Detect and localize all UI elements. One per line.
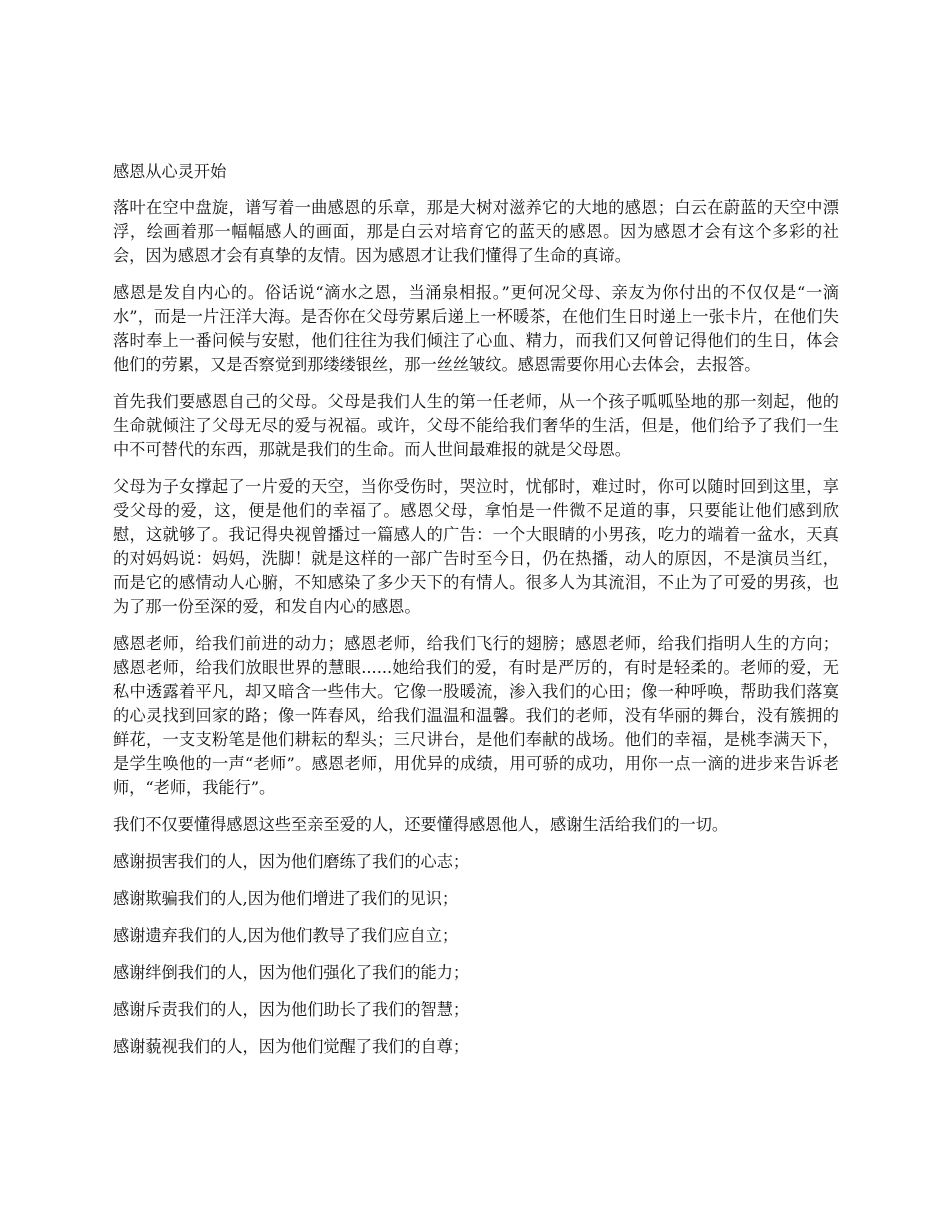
- paragraph-3: 首先我们要感恩自己的父母。父母是我们人生的第一任老师，从一个孩子呱呱坠地的那一刻起，他的生命就倾注了父母无尽的爱与祝福。或许，父母不能给我们奢华的生活，但是，他们给予了我们一生中不可替代的东西，那就是我们的生命。而人世间最难报的就是父母恩。: [113, 392, 839, 459]
- gratitude-line-3: 感谢遗弃我们的人,因为他们教导了我们应自立；: [113, 926, 459, 945]
- paragraph-4: 父母为子女撑起了一片爱的天空，当你受伤时，哭泣时，忧郁时，难过时，你可以随时回到这里，享受父母的爱，这，便是他们的幸福了。感恩父母，拿怕是一件微不足道的事，只要能让他们感到欣慰，这就够了。我记得央视曾播过一篇感人的广告：一个大眼睛的小男孩，吃力的端着一盆水，天真的对妈妈说：妈妈，洗脚！就是这样的一部广告时至今日，仍在热播，动人的原因，不是演员当红，而是它的感情动人心腑，不知感染了多少天下的有情人。很多人为其流泪，不止为了可爱的男孩，也为了那一份至深的爱，和发自内心的感恩。: [113, 477, 839, 616]
- gratitude-line-6: 感谢藐视我们的人，因为他们觉醒了我们的自尊；: [113, 1037, 470, 1056]
- paragraph-6: 我们不仅要懂得感恩这些至亲至爱的人，还要懂得感恩他人，感谢生活给我们的一切。: [113, 815, 729, 834]
- paragraph-1: 落叶在空中盘旋，谱写着一曲感恩的乐章，那是大树对滋养它的大地的感恩；白云在蔚蓝的天空中漂浮，绘画着那一幅幅感人的画面，那是白云对培育它的蓝天的感恩。因为感恩才会有这个多彩的社会，因为感恩才会有真挚的友情。因为感恩才让我们懂得了生命的真谛。: [113, 198, 839, 265]
- paragraph-5: 感恩老师，给我们前进的动力；感恩老师，给我们飞行的翅膀；感恩老师，给我们指明人生的方向；感恩老师，给我们放眼世界的慧眼......她给我们的爱，有时是严厉的，有时是轻柔的。老师的爱，无私中透露着平凡，却又暗含一些伟大。它像一股暖流，渗入我们的心田；像一种呼唤，帮助我们落寞的心灵找到回家的路；像一阵春风，给我们温温和温馨。我们的老师，没有华丽的舞台，没有簇拥的鲜花，一支支粉笔是他们耕耘的犁头；三尺讲台，是他们奉献的战场。他们的幸福，是桃李满天下，是学生唤他的一声“老师”。感恩老师，用优异的成绩，用可骄的成功，用你一点一滴的进步来告诉老师，“老师，我能行”。: [113, 634, 839, 797]
- paragraph-2: 感恩是发自内心的。俗话说“滴水之恩，当涌泉相报。”更何况父母、亲友为你付出的不仅仅是“一滴水”，而是一片汪洋大海。是否你在父母劳累后递上一杯暖茶，在他们生日时递上一张卡片，在他们失落时奉上一番问候与安慰，他们往往为我们倾注了心血、精力，而我们又何曾记得他们的生日，体会他们的劳累，又是否察觉到那缕缕银丝，那一丝丝皱纹。感恩需要你用心去体会，去报答。: [113, 283, 839, 374]
- gratitude-line-5: 感谢斥责我们的人，因为他们助长了我们的智慧；: [113, 1000, 470, 1019]
- document-page: [113, 160, 839, 1072]
- gratitude-line-4: 感谢绊倒我们的人，因为他们强化了我们的能力；: [113, 963, 470, 982]
- gratitude-line-1: 感谢损害我们的人，因为他们磨练了我们的心志；: [113, 852, 470, 871]
- document-title: 感恩从心灵开始: [113, 162, 227, 181]
- gratitude-line-2: 感谢欺骗我们的人,因为他们增进了我们的见识；: [113, 889, 459, 908]
